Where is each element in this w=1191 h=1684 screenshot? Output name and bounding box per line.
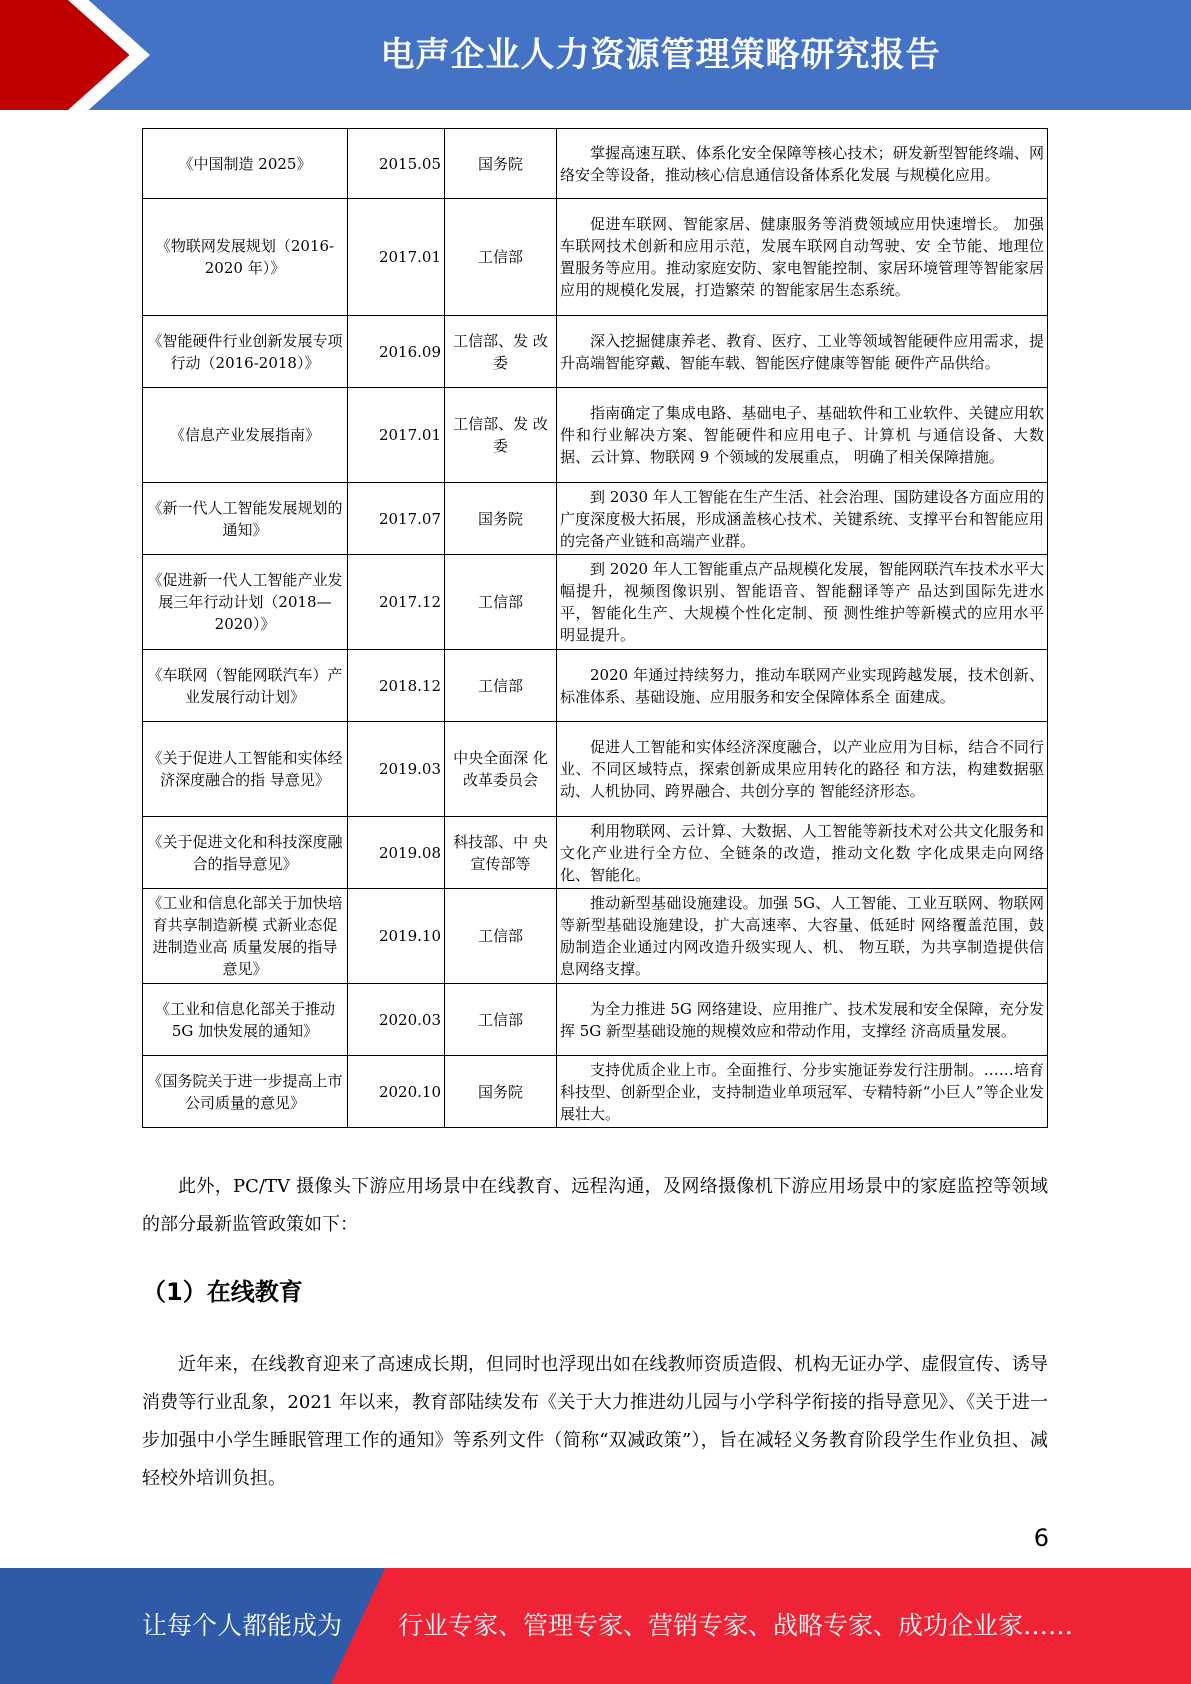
- policy-content: 为全力推进 5G 网络建设、应用推广、技术发展和安全保障，充分发挥 5G 新型基础设施的规模效应和带动作用，支撑经 济高质量发展。: [557, 984, 1048, 1056]
- policy-department: 国务院: [445, 1056, 557, 1128]
- table-row: [143, 984, 1048, 1056]
- policy-date: 2019.10: [348, 889, 445, 984]
- policy-date: 2015.05: [348, 129, 445, 199]
- policy-content: 利用物联网、云计算、大数据、人工智能等新技术对公共文化服务和文化产业进行全方位、全链条的改造，推动文化数 字化成果走向网络化、智能化。: [557, 817, 1048, 889]
- table-row: [143, 555, 1048, 650]
- table-row: [143, 889, 1048, 984]
- policy-name: 《促进新一代人工智能产业发展三年行动计划（2018—2020）》: [143, 555, 348, 650]
- policy-date: 2017.01: [348, 388, 445, 483]
- policy-content: 深入挖掘健康养老、教育、医疗、工业等领域智能硬件应用需求，提升高端智能穿戴、智能车载、智能医疗健康等智能 硬件产品供给。: [557, 316, 1048, 388]
- policy-content: 支持优质企业上市。全面推行、分步实施证券发行注册制。……培育科技型、创新型企业，支持制造业单项冠军、专精特新“小巨人”等企业发展壮大。: [557, 1056, 1048, 1128]
- policy-date: 2016.09: [348, 316, 445, 388]
- policy-date: 2020.10: [348, 1056, 445, 1128]
- report-title: 电声企业人力资源管理策略研究报告: [380, 35, 941, 75]
- policy-name: 《国务院关于进一步提高上市公司质量的意见》: [143, 1056, 348, 1128]
- table-row: [143, 817, 1048, 889]
- policy-date: 2019.08: [348, 817, 445, 889]
- policy-department: 中央全面深 化改革委员会: [445, 722, 557, 817]
- policy-content: 促进人工智能和实体经济深度融合，以产业应用为目标，结合不同行业、不同区域特点，探索创新成果应用转化的路径 和方法，构建数据驱动、人机协同、跨界融合、共创分享的 智能经济形态。: [557, 722, 1048, 817]
- policy-content: 掌握高速互联、体系化安全保障等核心技术；研发新型智能终端、网络安全等设备，推动核心信息通信设备体系化发展 与规模化应用。: [557, 129, 1048, 199]
- policy-department: 工信部: [445, 984, 557, 1056]
- table-row: [143, 650, 1048, 722]
- intro-paragraph: 此外，PC/TV 摄像头下游应用场景中在线教育、远程沟通，及网络摄像机下游应用场景中的家庭监控等领域的部分最新监管政策如下：: [142, 1176, 1048, 1235]
- policy-name: 《工业和信息化部关于推动 5G 加快发展的通知》: [143, 984, 348, 1056]
- policy-department: 工信部: [445, 555, 557, 650]
- policy-department: 国务院: [445, 483, 557, 555]
- policy-date: 2018.12: [348, 650, 445, 722]
- policy-date: 2017.07: [348, 483, 445, 555]
- table-row: [143, 316, 1048, 388]
- table-row: [143, 1056, 1048, 1128]
- policy-date: 2017.01: [348, 199, 445, 316]
- policy-name: 《新一代人工智能发展规划的通知》: [143, 483, 348, 555]
- policy-content: 指南确定了集成电路、基础电子、基础软件和工业软件、关键应用软件和行业解决方案、智能硬件和应用电子、计算机 与通信设备、大数据、云计算、物联网 9 个领域的发展重点， 明确了相关保障措施。: [557, 388, 1048, 483]
- policy-content: 到 2020 年人工智能重点产品规模化发展，智能网联汽车技术水平大幅提升，视频图像识别、智能语音、智能翻译等产 品达到国际先进水平，智能化生产、大规模个性化定制、预 测性维护等新模式的应用水平明显提升。: [557, 555, 1048, 650]
- policy-name: 《物联网发展规划（2016-2020 年）》: [143, 199, 348, 316]
- policy-content: 到 2030 年人工智能在生产生活、社会治理、国防建设各方面应用的广度深度极大拓展，形成涵盖核心技术、关键系统、支撑平台和智能应用的完备产业链和高端产业群。: [557, 483, 1048, 555]
- footer-slogan-right: 行业专家、管理专家、营销专家、战略专家、成功企业家……: [398, 1611, 1074, 1640]
- footer-slogan-left: 让每个人都能成为: [142, 1611, 343, 1640]
- policy-name: 《关于促进人工智能和实体经济深度融合的指 导意见》: [143, 722, 348, 817]
- policy-name: 《中国制造 2025》: [143, 129, 348, 199]
- policy-content: 推动新型基础设施建设。加强 5G、人工智能、工业互联网、物联网等新型基础设施建设，扩大高速率、大容量、低延时 网络覆盖范围，鼓励制造企业通过内网改造升级实现人、机、 物互联，为共享制造提供信息网络支撑。: [557, 889, 1048, 984]
- table-row: [143, 199, 1048, 316]
- body-paragraph: 近年来，在线教育迎来了高速成长期，但同时也浮现出如在线教师资质造假、机构无证办学、虚假宣传、诱导消费等行业乱象，2021 年以来，教育部陆续发布《关于大力推进幼儿园与小学科学衔接的指导意见》、《关于进一步加强中小学生睡眠管理工作的通知》等系列文件（简称“双减政策”），旨在减轻义务教育阶段学生作业负担、减轻校外培训负担。: [142, 1354, 1048, 1489]
- policy-date: 2020.03: [348, 984, 445, 1056]
- policy-department: 科技部、中 央宣传部等: [445, 817, 557, 889]
- policy-department: 工信部: [445, 650, 557, 722]
- policy-department: 国务院: [445, 129, 557, 199]
- policy-department: 工信部、发 改委: [445, 388, 557, 483]
- table-row: [143, 388, 1048, 483]
- policy-date: 2017.12: [348, 555, 445, 650]
- table-row: [143, 722, 1048, 817]
- policy-name: 《智能硬件行业创新发展专项行动（2016-2018）》: [143, 316, 348, 388]
- page-footer: [0, 1568, 1191, 1684]
- policy-table: [142, 128, 1048, 1128]
- table-row: [143, 129, 1048, 199]
- policy-content: 促进车联网、智能家居、健康服务等消费领域应用快速增长。 加强车联网技术创新和应用示范，发展车联网自动驾驶、安 全节能、地理位置服务等应用。推动家庭安防、家电智能控制、家居环境管理等智能家居应用的规模化发展，打造繁荣 的智能家居生态系统。: [557, 199, 1048, 316]
- policy-department: 工信部: [445, 889, 557, 984]
- policy-name: 《信息产业发展指南》: [143, 388, 348, 483]
- policy-department: 工信部: [445, 199, 557, 316]
- policy-name: 《车联网（智能网联汽车）产业发展行动计划》: [143, 650, 348, 722]
- policy-content: 2020 年通过持续努力，推动车联网产业实现跨越发展，技术创新、标准体系、基础设施、应用服务和安全保障体系全 面建成。: [557, 650, 1048, 722]
- policy-date: 2019.03: [348, 722, 445, 817]
- policy-department: 工信部、发 改委: [445, 316, 557, 388]
- page-header: [0, 0, 1191, 110]
- table-row: [143, 483, 1048, 555]
- section-heading: （1）在线教育: [142, 1278, 303, 1306]
- policy-name: 《工业和信息化部关于加快培育共享制造新模 式新业态促进制造业高 质量发展的指导意见》: [143, 889, 348, 984]
- header-red-arrow-decoration: [0, 0, 130, 110]
- page-number: 6: [1033, 1524, 1049, 1552]
- policy-name: 《关于促进文化和科技深度融合的指导意见》: [143, 817, 348, 889]
